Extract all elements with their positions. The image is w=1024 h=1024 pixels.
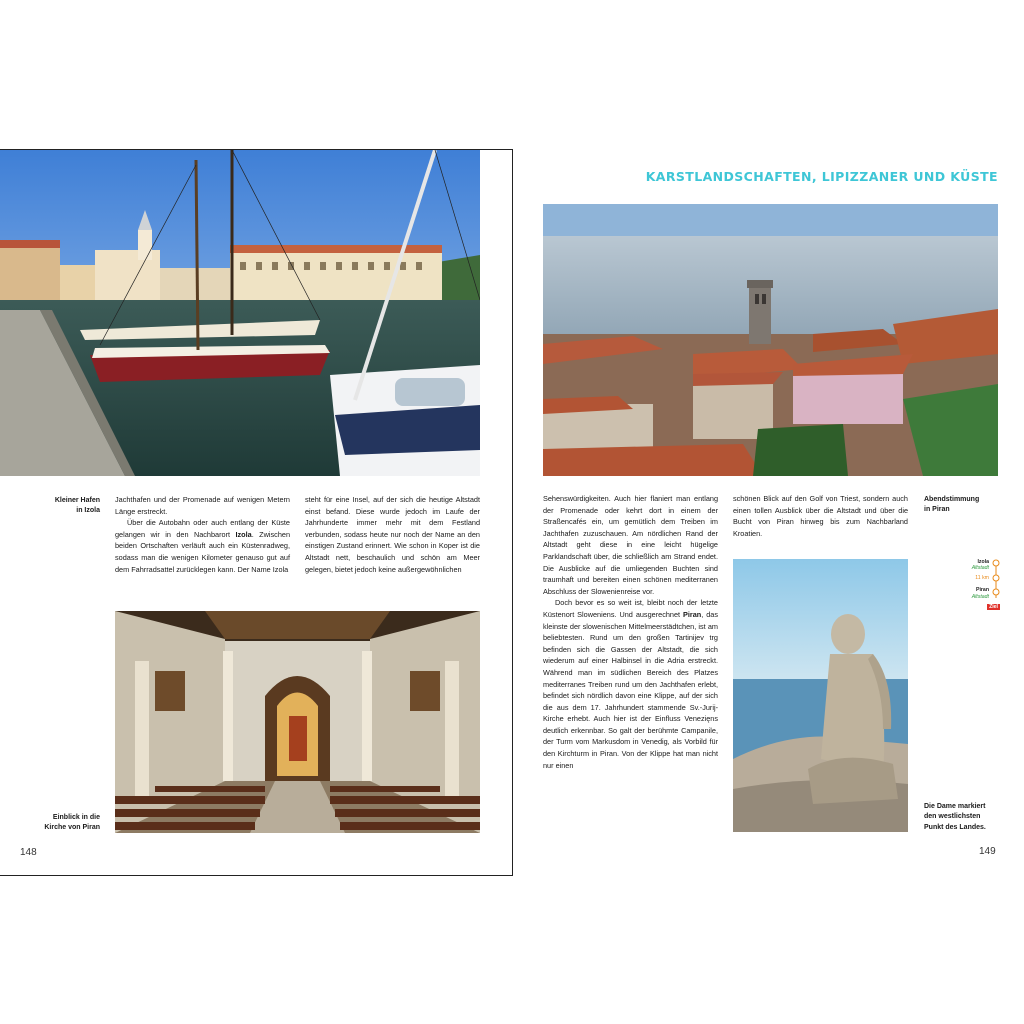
text-column-2 xyxy=(733,493,908,539)
caption-harbor xyxy=(20,496,100,517)
route-stop-piran: Piran xyxy=(976,587,989,593)
caption-line: Punkt des Landes. xyxy=(924,823,986,831)
caption-line: Kleiner Hafen xyxy=(54,497,100,504)
text-span: , das kleinste der slowenischen Mittelmeerstädtchen, ist am beliebtesten. Rund um den großen Tartinijev trg befinden sich die Gassen der Altstadt, die sich wiederum auf einer Halbinsel in die Adria erstreckt. Während man im südlichen Bereich des Platzes mediterranes Treiben rund um den Jachthafen erlebt, befindet sich nördlich davon eine Klippe, auf der sich die aus dem 17. Jahrhundert stammende Sv.-Jurij-Kirche erhebt. Auch hier ist der Einfluss Venezięns deutlich erkennbar. So galt der berühmte Campanile, der Turm vom Markusdom in Venedig, als Vorbild für den Kirchturm in Piran. Von der Klippe hat man nicht nur einen xyxy=(543,609,718,770)
caption-evening xyxy=(924,495,1019,516)
paragraph xyxy=(543,597,718,771)
route-marker xyxy=(957,558,1003,614)
page-number-left: 148 xyxy=(20,847,37,858)
place-name-piran: Piran xyxy=(683,609,702,619)
caption-line: Abendstimmung xyxy=(924,496,980,503)
caption-statue xyxy=(924,802,1019,833)
text-column-1 xyxy=(115,494,290,575)
caption-line: in Piran xyxy=(924,506,950,514)
piran-mermaid-statue-photo xyxy=(733,559,908,832)
caption-line: Kirche von Piran xyxy=(44,824,100,832)
text-column-2 xyxy=(305,494,480,575)
page-number-right: 149 xyxy=(979,846,996,857)
piran-evening-photo xyxy=(543,204,998,476)
paragraph: schönen Blick auf den Golf von Triest, sondern auch einen tollen Ausblick über die Altstadt und über die Bucht von Piran hinweg bis zum Nachbarland Kroatien. xyxy=(733,494,908,538)
route-goal-badge: Ziel xyxy=(989,604,998,610)
paragraph: Jachthafen und der Promenade auf wenigen Metern Länge erstreckt. xyxy=(115,495,290,516)
text-span: . Zwischen beiden Ortschaften verläuft auch ein Küstenradweg, sodass man die wenigen Kilometer genauso gut auf dem Fahrradsattel zurücklegen kann. Der Name Izola xyxy=(115,529,291,574)
paragraph xyxy=(115,517,290,575)
piran-church-interior-photo xyxy=(115,611,480,833)
route-distance: 11 km xyxy=(975,575,989,581)
paragraph: Sehenswürdigkeiten. Auch hier flaniert man entlang der Promenade oder kehrt dort in einem der Straßencafés ein, um gemütlich dem Treiben im Jachthafen zuzuschauen. Am nördlichen Rand der Altstadt geht diese in eine leicht hügelige Parklandschaft über, die schließlich am Strand endet. Die Ausblicke auf die umliegenden Buchten sind traumhaft und bereiten einen schönen mediterranen Abschluss der Slowenienreise vor. xyxy=(543,494,718,596)
izola-harbor-photo xyxy=(0,150,480,476)
text-column-1 xyxy=(543,493,718,771)
caption-church xyxy=(20,813,100,834)
caption-line: in Izola xyxy=(76,507,100,515)
caption-line: den westlichsten xyxy=(924,813,981,821)
paragraph: steht für eine Insel, auf der sich die heutige Altstadt einst befand. Diese wurde jedoch im Laufe der Jahrhunderte immer mehr mit dem Festland verbunden, sodass heute nur noch der Name an den einstigen Zustand erinnert. Wie schon in Koper ist die Altstadt nett, beschaulich und schön am Meer gelegen, bietet jedoch keine außergewöhnlichen xyxy=(305,495,480,574)
text-span: Doch bevor es so weit ist, bleibt noch der letzte Küstenort Sloweniens. Und ausgerechnet xyxy=(543,598,718,619)
place-name-izola: Izola xyxy=(235,529,252,539)
right-page xyxy=(513,149,1024,876)
chapter-title: KARSTLANDSCHAFTEN, LIPIZZANER UND KÜSTE xyxy=(645,169,998,184)
text-span: Über die Autobahn oder auch entlang der Küste gelangen wir in den Nachbarort xyxy=(115,518,290,539)
left-page xyxy=(0,149,513,876)
route-stop-piran-sub: Altstadt xyxy=(971,594,989,600)
caption-line: Die Dame markiert xyxy=(924,803,986,810)
route-stop-izola: Izola xyxy=(977,559,989,565)
caption-line: Einblick in die xyxy=(52,814,100,821)
route-stop-izola-sub: Altstadt xyxy=(971,565,989,571)
